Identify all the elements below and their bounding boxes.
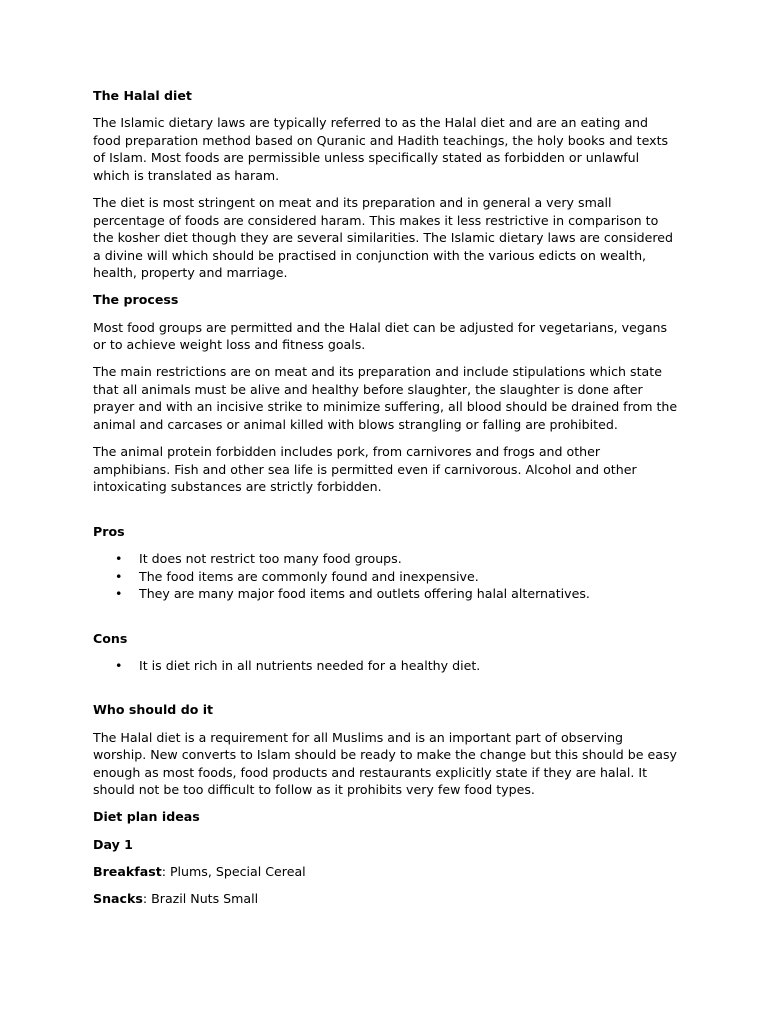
snacks-line [93, 890, 678, 908]
snacks-label: Snacks [93, 890, 143, 906]
process-paragraph-2: The main restrictions are on meat and its preparation and include stipulations which state that all animals must be alive and healthy before slaughter, the slaughter is done after prayer and with an incisive strike to minimize suffering, all blood should be drained from the animal and carcases or animal killed with blows strangling or falling are prohibited. [93, 364, 678, 432]
list-item-text: It does not restrict too many food groups. [139, 550, 402, 566]
list-item [93, 585, 678, 603]
breakfast-label: Breakfast [93, 863, 162, 879]
spacer [93, 505, 678, 523]
process-heading: The process [93, 292, 179, 308]
spacer [93, 612, 678, 630]
list-item-text: It is diet rich in all nutrients needed for a healthy diet. [139, 657, 481, 673]
snacks-value: : Brazil Nuts Small [142, 890, 259, 906]
list-item [93, 550, 678, 568]
process-paragraph-3: The animal protein forbidden includes pork, from carnivores and frogs and other amphibians. Fish and other sea life is permitted even if carnivorous. Alcohol and other intoxicating substances are strictly forbidden. [93, 444, 637, 495]
process-paragraph-1: Most food groups are permitted and the Halal diet can be adjusted for vegetarians, vegans or to achieve weight loss and fitness goals. [93, 319, 668, 353]
breakfast-line [93, 863, 678, 881]
pros-list [93, 550, 678, 603]
list-item-text: The food items are commonly found and inexpensive. [139, 568, 479, 584]
cons-list [93, 657, 678, 675]
cons-heading: Cons [93, 630, 128, 646]
breakfast-value: : Plums, Special Cereal [161, 863, 306, 879]
who-paragraph: The Halal diet is a requirement for all Muslims and is an important part of observing worship. New converts to Islam should be ready to make the change but this should be easy enough as most foods, food products and restaurants explicitly state if they are halal. It should not be too difficult to follow as it prohibits very few food types. [93, 729, 677, 798]
document-title: The Halal diet [93, 88, 192, 103]
spacer [93, 684, 678, 702]
list-item [93, 568, 678, 586]
document-page [93, 87, 678, 917]
pros-heading: Pros [93, 523, 125, 539]
bullet-icon: • [115, 568, 123, 584]
who-heading: Who should do it [93, 702, 214, 718]
bullet-icon: • [115, 657, 123, 673]
plan-heading: Diet plan ideas [93, 809, 200, 825]
day-heading: Day 1 [93, 836, 133, 852]
intro-paragraph-1: The Islamic dietary laws are typically referred to as the Halal diet and are an eating and food preparation method based on Quranic and Hadith teachings, the holy books and texts of Islam. Most foods are permissible unless specifically stated as forbidden or unlawful which is translated as haram. [93, 115, 669, 183]
bullet-icon: • [115, 550, 123, 566]
intro-paragraph-2: The diet is most stringent on meat and its preparation and in general a very small percentage of foods are considered haram. This makes it less restrictive in comparison to the kosher diet though they are several similarities. The Islamic dietary laws are considered a divine will which should be practised in conjunction with the various edicts on wealth, health, property and marriage. [93, 194, 673, 281]
list-item-text: They are many major food items and outlets offering halal alternatives. [139, 586, 590, 602]
list-item [93, 657, 678, 675]
bullet-icon: • [115, 586, 123, 602]
